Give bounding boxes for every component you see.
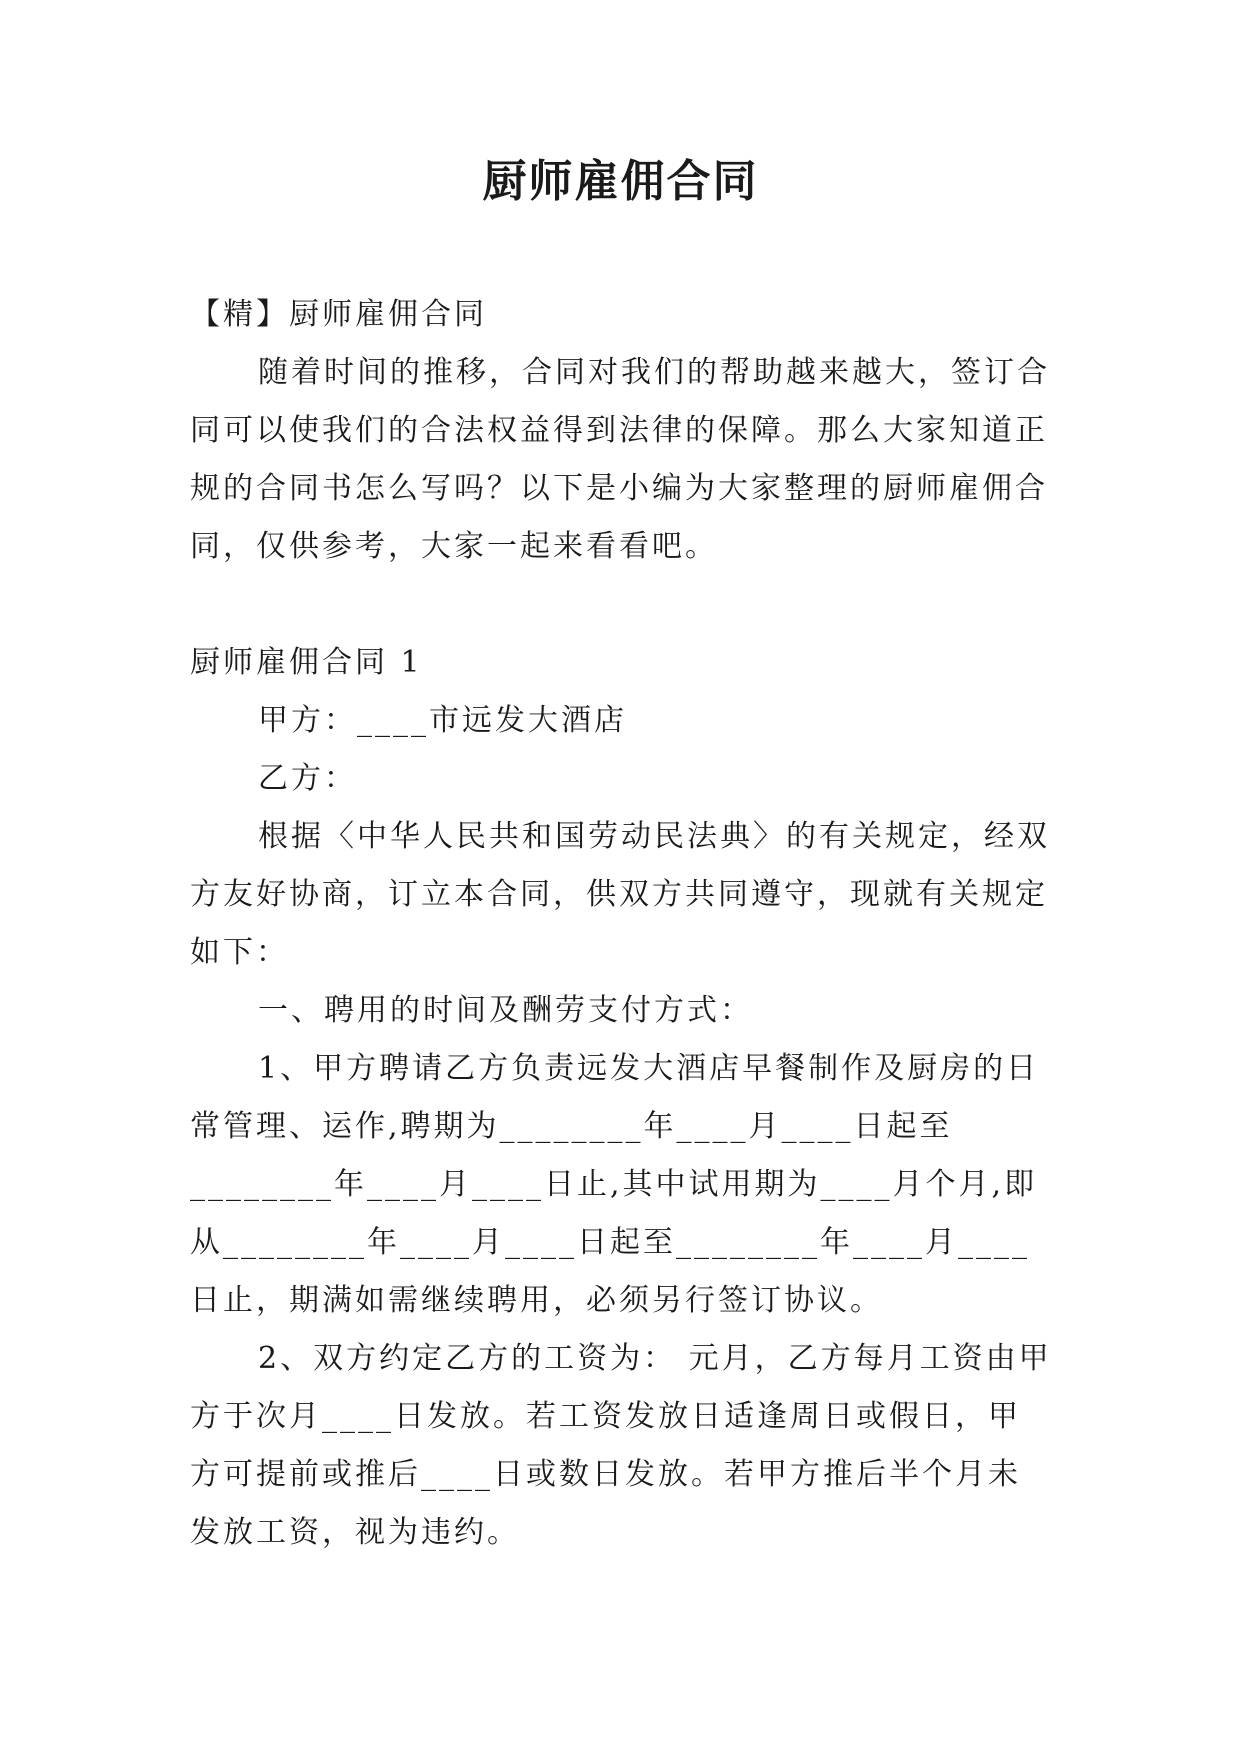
basis-paragraph: 根据〈中华人民共和国劳动民法典〉的有关规定，经双方友好协商，订立本合同，供双方共同遵守，现就有关规定如下： <box>190 819 1050 970</box>
party-a-line: 甲方：____市远发大酒店 <box>258 703 627 738</box>
document-body <box>190 286 1052 1562</box>
clause-2-paragraph: 2、双方约定乙方的工资为： 元月，乙方每月工资由甲方于次月____日发放。若工资发放日适逢周日或假日，甲方可提前或推后____日或数日发放。若甲方推后半个月未发放工资，视为违约。 <box>190 1341 1052 1550</box>
section-heading: 厨师雇佣合同 1 <box>190 645 423 680</box>
paragraph-spacer <box>190 576 1052 634</box>
party-b-line: 乙方： <box>258 761 357 796</box>
document-subtitle: 【精】厨师雇佣合同 <box>190 297 487 332</box>
intro-paragraph: 随着时间的推移，合同对我们的帮助越来越大，签订合同可以使我们的合法权益得到法律的保障。那么大家知道正规的合同书怎么写吗？以下是小编为大家整理的厨师雇佣合同，仅供参考，大家一起来看看吧。 <box>190 355 1050 564</box>
document-title: 厨师雇佣合同 <box>482 156 759 207</box>
clause-heading: 一、聘用的时间及酬劳支付方式： <box>258 993 753 1028</box>
clause-1-paragraph: 1、甲方聘请乙方负责远发大酒店早餐制作及厨房的日常管理、运作,聘期为________年____月____日起至________年____月____日止,其中试用期为____月个月,即从________年____月____日起至________年____月____日止，期满如需继续聘用，必须另行签订协议。 <box>190 1051 1040 1318</box>
